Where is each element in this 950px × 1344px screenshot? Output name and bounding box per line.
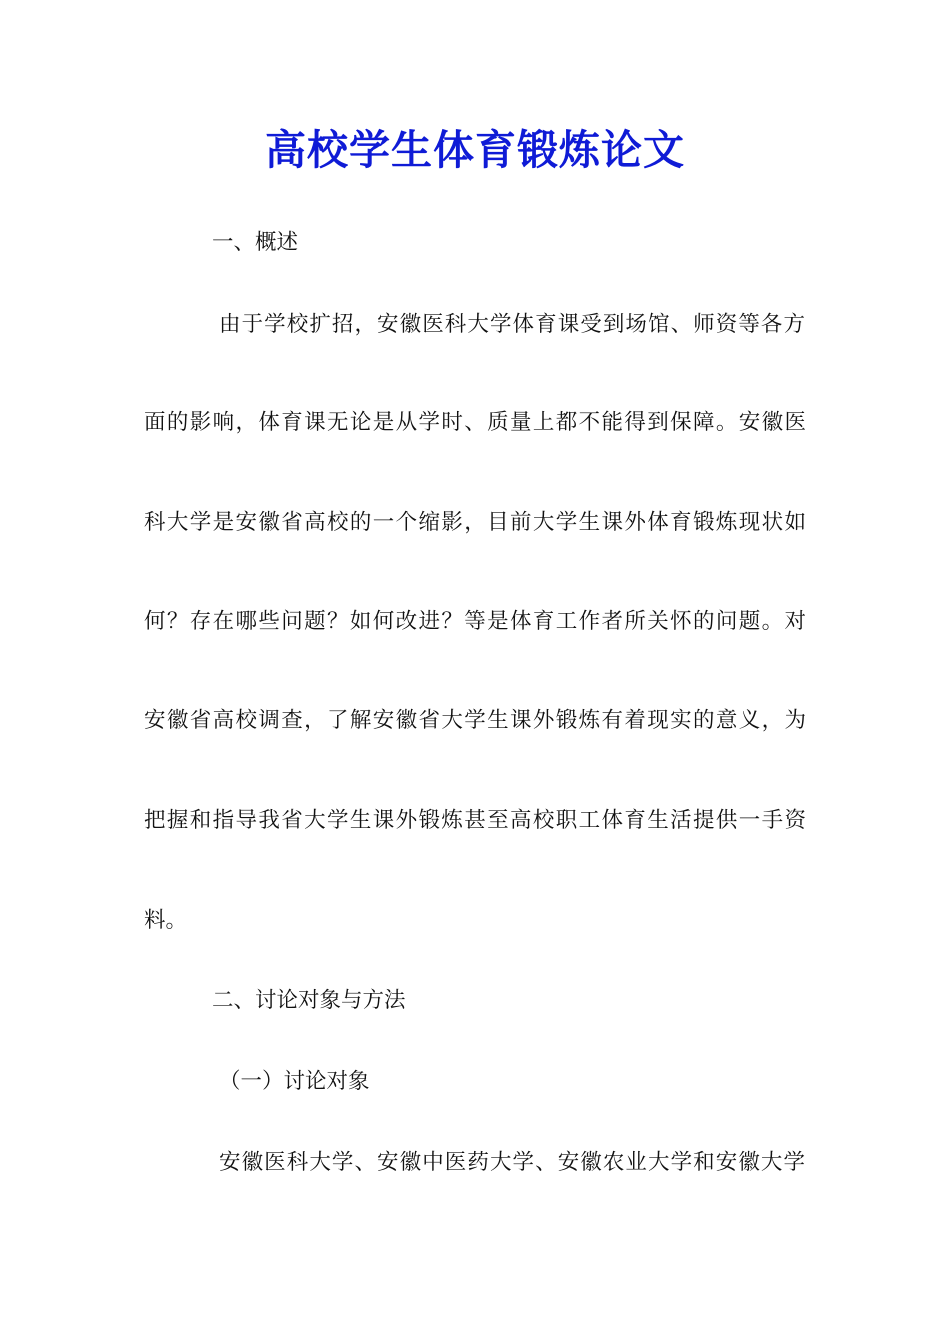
paragraph-line: 科大学是安徽省高校的一个缩影，目前大学生课外体育锻炼现状如: [144, 510, 806, 535]
document-title: 高校学生体育锻炼论文: [265, 126, 685, 174]
paragraph-line: 安徽医科大学、安徽中医药大学、安徽农业大学和安徽大学: [219, 1150, 805, 1175]
paragraph-line: 把握和指导我省大学生课外锻炼甚至高校职工体育生活提供一手资: [144, 808, 806, 833]
subsection-heading-subjects: （一）讨论对象: [219, 1069, 370, 1094]
paragraph-line: 料。: [144, 908, 188, 933]
paragraph-line: 安徽省高校调查，了解安徽省大学生课外锻炼有着现实的意义，为: [144, 708, 806, 733]
section-heading-methods: 二、讨论对象与方法: [212, 988, 406, 1013]
paragraph-line: 面的影响，体育课无论是从学时、质量上都不能得到保障。安徽医: [144, 410, 806, 435]
section-heading-overview: 一、概述: [212, 230, 299, 255]
paragraph-line: 由于学校扩招，安徽医科大学体育课受到场馆、师资等各方: [219, 312, 805, 337]
paragraph-line: 何？存在哪些问题？如何改进？等是体育工作者所关怀的问题。对: [144, 609, 806, 634]
